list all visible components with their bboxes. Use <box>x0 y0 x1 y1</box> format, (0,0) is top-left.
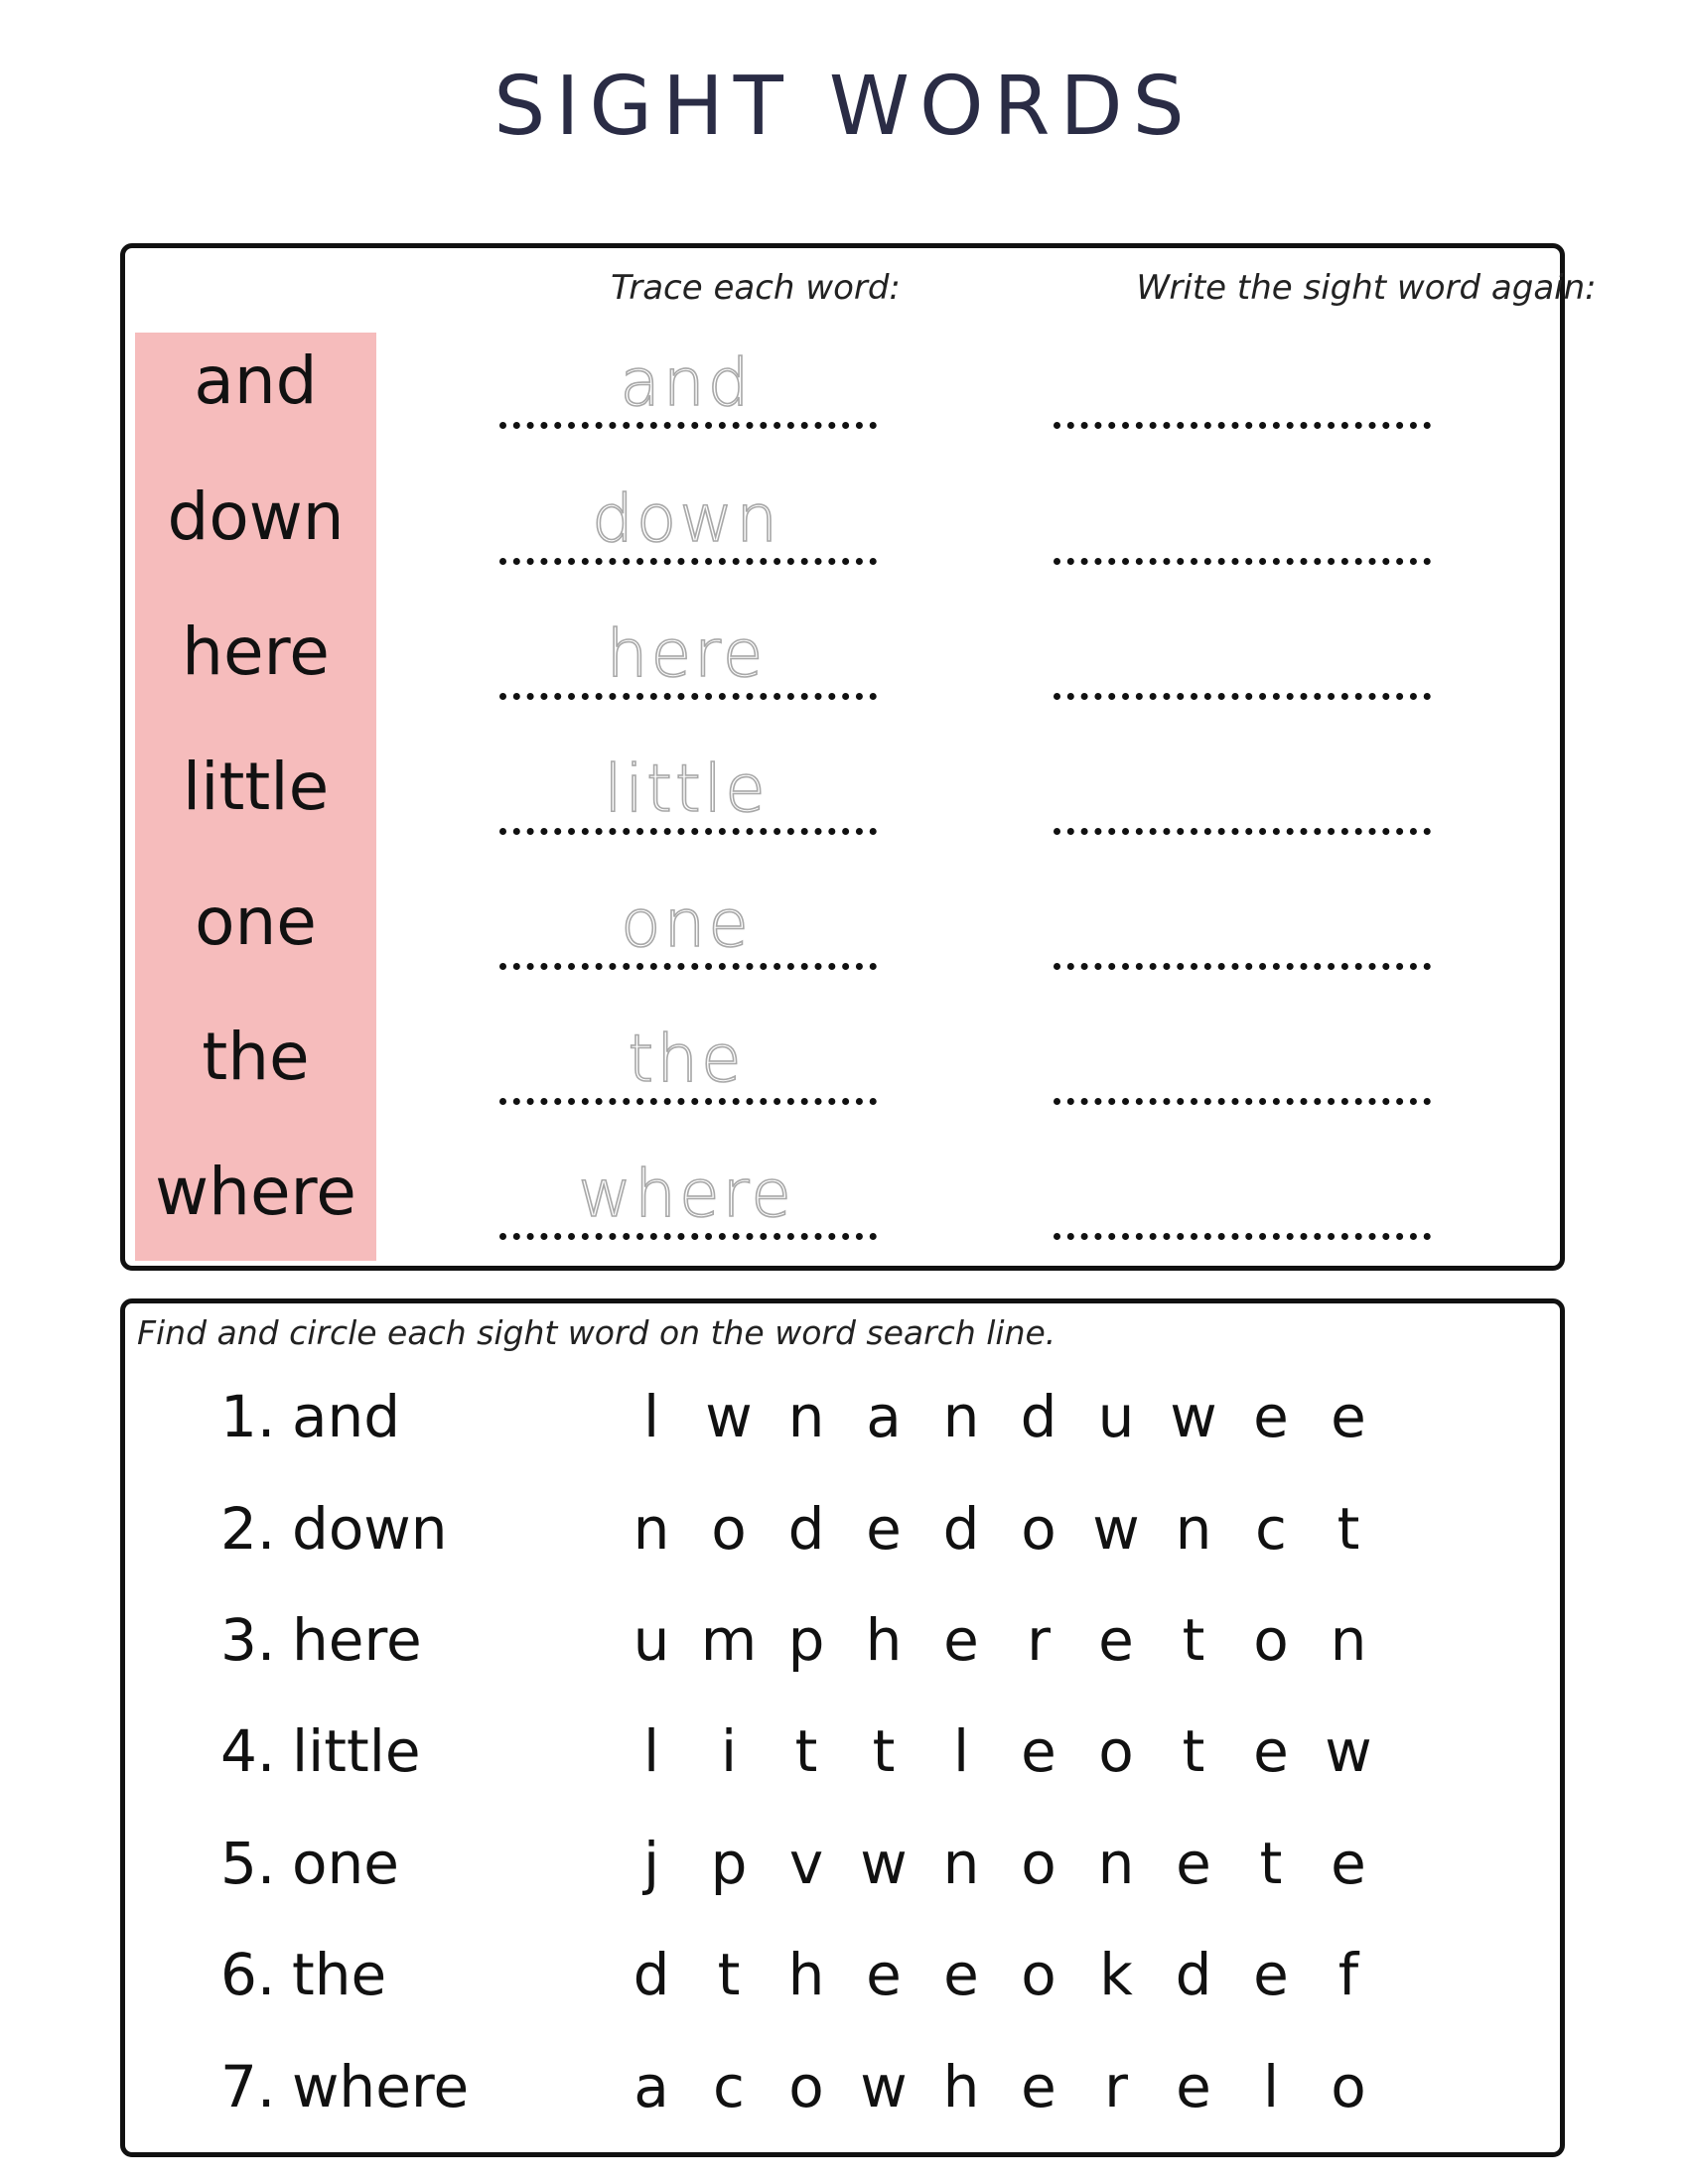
search-letter[interactable]: a <box>866 1383 902 1450</box>
search-letter[interactable]: r <box>1027 1606 1051 1674</box>
search-letter[interactable]: u <box>1097 1383 1135 1450</box>
search-letter[interactable]: e <box>943 1606 979 1674</box>
search-letter[interactable]: k <box>1099 1941 1133 2008</box>
word-search-section <box>120 1298 1565 2157</box>
trace-heading: Trace each word: <box>611 268 901 308</box>
trace-row <box>125 604 1560 740</box>
search-letter[interactable]: n <box>787 1383 825 1450</box>
word-search-row <box>125 1820 1560 1932</box>
target-word: one <box>292 1830 399 1897</box>
search-letter[interactable]: e <box>866 1495 902 1563</box>
search-letter[interactable]: d <box>1020 1383 1057 1450</box>
search-letter[interactable]: c <box>713 2053 745 2120</box>
trace-row <box>125 1009 1560 1145</box>
word-search-line <box>622 1383 1505 1462</box>
target-word: and <box>292 1383 401 1450</box>
search-letter[interactable]: i <box>720 1717 738 1785</box>
trace-word: down <box>591 480 781 557</box>
search-letter[interactable]: h <box>942 2053 980 2120</box>
trace-word: and <box>620 344 753 421</box>
search-letter[interactable]: j <box>642 1830 660 1897</box>
target-word: the <box>292 1941 387 2008</box>
search-letter[interactable]: l <box>642 1383 660 1450</box>
trace-line[interactable] <box>499 558 877 565</box>
search-letter[interactable]: p <box>787 1606 825 1674</box>
write-line[interactable] <box>1054 1098 1431 1105</box>
search-letter[interactable]: m <box>700 1606 758 1674</box>
item-number: 4. <box>220 1717 276 1785</box>
sight-word: one <box>195 884 317 960</box>
search-letter[interactable]: e <box>866 1941 902 2008</box>
search-letter[interactable]: l <box>642 1717 660 1785</box>
item-number: 5. <box>220 1830 276 1897</box>
search-letter[interactable]: o <box>1253 1606 1289 1674</box>
search-letter[interactable]: l <box>1262 2053 1280 2120</box>
search-letter[interactable]: e <box>1331 1830 1366 1897</box>
trace-row <box>125 333 1560 469</box>
search-letter[interactable]: d <box>787 1495 825 1563</box>
search-letter[interactable]: e <box>1098 1606 1134 1674</box>
word-search-line <box>622 1941 1505 2020</box>
search-letter[interactable]: u <box>633 1606 670 1674</box>
word-search-line <box>622 2053 1505 2132</box>
trace-line[interactable] <box>499 1098 877 1105</box>
write-line[interactable] <box>1054 828 1431 835</box>
search-letter[interactable]: w <box>860 1830 908 1897</box>
search-letter[interactable]: w <box>1092 1495 1140 1563</box>
search-letter[interactable]: n <box>633 1495 670 1563</box>
search-letter[interactable]: o <box>711 1495 747 1563</box>
trace-word: here <box>606 615 767 692</box>
search-letter[interactable]: e <box>1253 1717 1289 1785</box>
search-letter[interactable]: l <box>952 1717 970 1785</box>
word-search-row <box>125 1707 1560 1820</box>
word-search-row <box>125 1373 1560 1485</box>
search-letter[interactable]: o <box>1021 1495 1056 1563</box>
trace-word: one <box>621 886 752 962</box>
trace-line[interactable] <box>499 693 877 700</box>
search-letter[interactable]: v <box>788 1830 824 1897</box>
search-letter[interactable]: n <box>1175 1495 1212 1563</box>
target-word: where <box>292 2053 470 2120</box>
trace-word: where <box>578 1156 794 1232</box>
page-title: SIGHT WORDS <box>493 60 1195 154</box>
target-word: little <box>292 1717 421 1785</box>
search-letter[interactable]: e <box>1253 1383 1289 1450</box>
trace-line[interactable] <box>499 1233 877 1240</box>
item-number: 6. <box>220 1941 276 2008</box>
word-search-row <box>125 1931 1560 2043</box>
write-line[interactable] <box>1054 693 1431 700</box>
write-line[interactable] <box>1054 558 1431 565</box>
item-number: 7. <box>220 2053 276 2120</box>
write-line[interactable] <box>1054 963 1431 970</box>
search-letter[interactable]: n <box>1097 1830 1135 1897</box>
search-letter[interactable]: e <box>1253 1941 1289 2008</box>
word-search-line <box>622 1717 1505 1797</box>
trace-row <box>125 739 1560 875</box>
word-search-row <box>125 2043 1560 2155</box>
trace-line[interactable] <box>499 828 877 835</box>
sight-word: down <box>167 478 345 555</box>
search-letter[interactable]: o <box>1021 1941 1056 2008</box>
search-letter[interactable]: e <box>1176 2053 1211 2120</box>
sight-word: here <box>182 614 330 690</box>
search-letter[interactable]: p <box>710 1830 748 1897</box>
item-number: 1. <box>220 1383 276 1450</box>
trace-row <box>125 874 1560 1010</box>
trace-word: the <box>628 1021 745 1097</box>
search-letter[interactable]: t <box>872 1717 896 1785</box>
trace-line[interactable] <box>499 963 877 970</box>
trace-row <box>125 1144 1560 1280</box>
search-letter[interactable]: d <box>633 1941 670 2008</box>
search-letter[interactable]: w <box>705 1383 753 1450</box>
search-letter[interactable]: e <box>943 1941 979 2008</box>
search-letter[interactable]: h <box>865 1606 903 1674</box>
search-letter[interactable]: n <box>1330 1606 1367 1674</box>
search-letter[interactable]: o <box>788 2053 824 2120</box>
search-letter[interactable]: h <box>787 1941 825 2008</box>
search-letter[interactable]: d <box>942 1495 980 1563</box>
search-letter[interactable]: e <box>1021 2053 1056 2120</box>
search-letter[interactable]: w <box>1325 1717 1372 1785</box>
search-letter[interactable]: w <box>1170 1383 1217 1450</box>
word-search-line <box>622 1606 1505 1686</box>
target-word: down <box>292 1495 448 1563</box>
item-number: 3. <box>220 1606 276 1674</box>
search-letter[interactable]: t <box>1259 1830 1283 1897</box>
search-letter[interactable]: t <box>1182 1717 1205 1785</box>
search-letter[interactable]: e <box>1176 1830 1211 1897</box>
search-letter[interactable]: o <box>1331 2053 1366 2120</box>
search-letter[interactable]: f <box>1337 1941 1359 2008</box>
search-letter[interactable]: n <box>942 1383 980 1450</box>
search-letter[interactable]: t <box>1336 1495 1360 1563</box>
word-search-line <box>622 1495 1505 1574</box>
search-letter[interactable]: o <box>1098 1717 1134 1785</box>
write-heading: Write the sight word again: <box>1136 268 1597 308</box>
search-letter[interactable]: e <box>1021 1717 1056 1785</box>
sight-word: and <box>194 342 318 419</box>
trace-row <box>125 469 1560 605</box>
search-letter[interactable]: t <box>717 1941 741 2008</box>
write-line[interactable] <box>1054 1233 1431 1240</box>
search-letter[interactable]: c <box>1255 1495 1287 1563</box>
sight-word: the <box>202 1019 310 1095</box>
sight-word: little <box>182 749 330 825</box>
search-letter[interactable]: a <box>633 2053 669 2120</box>
item-number: 2. <box>220 1495 276 1563</box>
search-letter[interactable]: w <box>860 2053 908 2120</box>
trace-word: little <box>604 751 769 827</box>
target-word: here <box>292 1606 422 1674</box>
search-letter[interactable]: e <box>1331 1383 1366 1450</box>
search-letter[interactable]: n <box>942 1830 980 1897</box>
trace-section <box>120 243 1597 1271</box>
search-letter[interactable]: r <box>1104 2053 1128 2120</box>
search-letter[interactable]: t <box>794 1717 818 1785</box>
search-letter[interactable]: d <box>1175 1941 1212 2008</box>
word-search-row <box>125 1485 1560 1597</box>
sight-word: where <box>155 1154 356 1230</box>
search-letter[interactable]: t <box>1182 1606 1205 1674</box>
word-search-row <box>125 1596 1560 1708</box>
trace-line[interactable] <box>499 422 877 429</box>
word-search-line <box>622 1830 1505 1909</box>
word-search-instruction: Find and circle each sight word on the word search line. <box>137 1313 1056 1352</box>
search-letter[interactable]: o <box>1021 1830 1056 1897</box>
write-line[interactable] <box>1054 422 1431 429</box>
